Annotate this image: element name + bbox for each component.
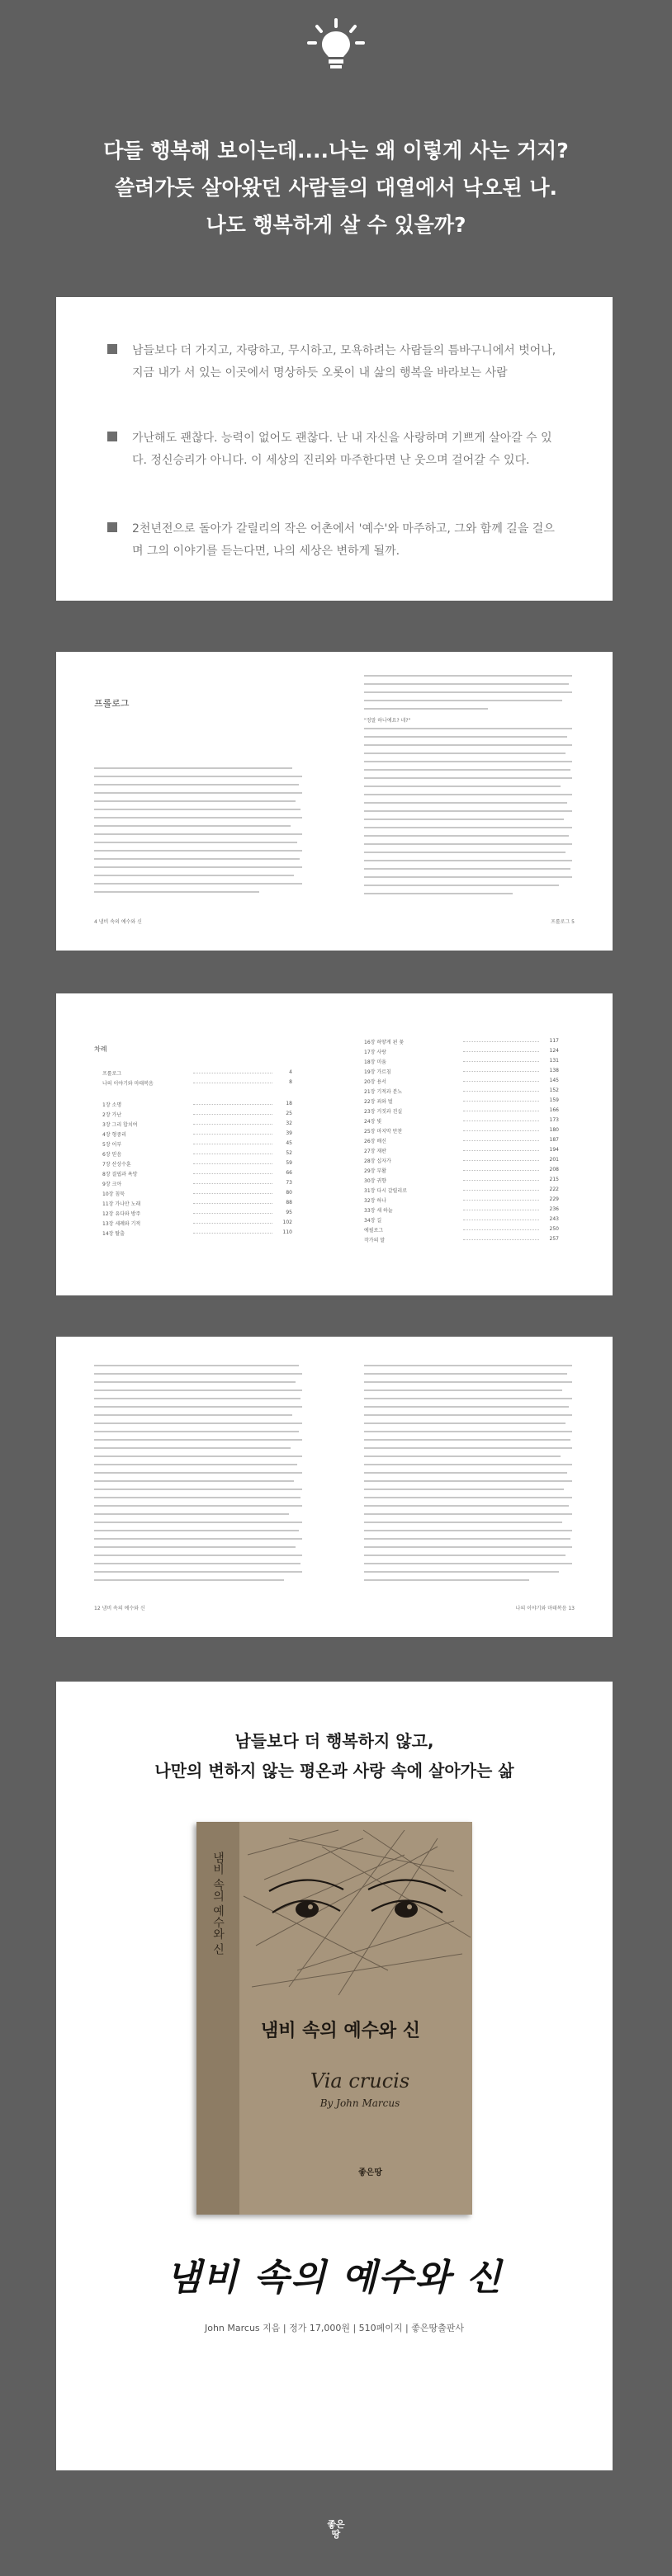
toc-entry: 29장 부활 208 xyxy=(364,1167,559,1174)
toc-entry: 3장 그리 합치여 32 xyxy=(102,1121,292,1128)
toc-entry: 11장 가나안 노래 88 xyxy=(102,1200,292,1207)
headline-line: 다들 행복해 보이는데....나는 왜 이렇게 사는 거지? xyxy=(103,139,569,163)
book-info: John Marcus 지음 | 정가 17,000원 | 510페이지 | 좋은땅출판사 xyxy=(204,2323,464,2333)
toc-entry: 28장 십자가 201 xyxy=(364,1157,559,1164)
square-bullet-icon xyxy=(107,344,117,354)
toc-entry: 18장 미움 131 xyxy=(364,1058,559,1065)
toc-entry: 10장 침묵 80 xyxy=(102,1190,292,1197)
toc-spread xyxy=(56,993,613,1295)
toc-entry: 32장 하나 229 xyxy=(364,1196,559,1204)
cover-byline: By John Marcus xyxy=(319,2097,400,2109)
cover-subtitle: Via crucis xyxy=(310,2069,410,2092)
toc-entry: 27장 재판 194 xyxy=(364,1147,559,1154)
headline-line: 쓸려가듯 살아왔던 사람들의 대열에서 낙오된 나. xyxy=(114,176,558,200)
toc-entry: 13장 세례와 기적 102 xyxy=(102,1220,292,1227)
toc-entry: 25장 마지막 만찬 180 xyxy=(364,1127,559,1135)
quote-item xyxy=(107,427,560,472)
prologue-left-page xyxy=(56,652,334,951)
book-cover xyxy=(196,1822,472,2215)
quote-text: 남들보다 더 가지고, 자랑하고, 무시하고, 모욕하려는 사람들의 틈바구니에서 벗어나, 지금 내가 서 있는 이곳에서 명상하듯 오롯이 내 삶의 행복을 바라보는 사람 xyxy=(132,344,556,380)
toc-entry: 5장 어부 45 xyxy=(102,1140,292,1148)
toc-entry: 8장 결핍과 욕망 66 xyxy=(102,1170,292,1177)
cover-spine-title: 냄비 속의 예수와 신 xyxy=(211,1852,225,1956)
publisher-logo-line: 땅 xyxy=(331,2529,341,2540)
toc-entry: 24장 빛 173 xyxy=(364,1117,559,1125)
quote-box xyxy=(56,297,613,601)
toc-entry: 22장 죄와 벌 159 xyxy=(364,1097,559,1105)
toc-entry: 2장 가난 25 xyxy=(102,1111,292,1118)
page-footer: 4 냄비 속의 예수와 신 xyxy=(94,919,142,925)
toc-entry: 4장 형중리 39 xyxy=(102,1130,292,1138)
toc-entry: 16장 하얗게 핀 꽃 117 xyxy=(364,1038,559,1045)
toc-entry: 7장 산상수훈 59 xyxy=(102,1160,292,1168)
page-footer: 12 냄비 속의 예수와 신 xyxy=(94,1606,145,1611)
prologue-spread xyxy=(56,652,613,951)
prologue-right-page xyxy=(334,652,613,951)
toc-title: 차례 xyxy=(94,1045,107,1053)
book-headline-line: 남들보다 더 행복하지 않고, xyxy=(234,1731,434,1751)
quote-item xyxy=(107,340,560,385)
book-headline-line: 나만의 변하지 않는 평온과 사랑 속에 살아가는 삶 xyxy=(154,1761,514,1781)
toc-entry: 19장 가르침 138 xyxy=(364,1068,559,1075)
toc-entry: 에필로그 250 xyxy=(364,1226,559,1234)
toc-entry: 6장 믿음 52 xyxy=(102,1150,292,1158)
toc-entry: 1장 소명 18 xyxy=(102,1101,292,1108)
toc-entry: 14장 탈출 110 xyxy=(102,1229,292,1237)
book-headline xyxy=(56,1726,613,1786)
toc-entry: 프롤로그 4 xyxy=(102,1069,292,1077)
toc-entry: 작가의 말 257 xyxy=(364,1236,559,1243)
headline xyxy=(0,132,672,243)
toc-entry: 34장 길 243 xyxy=(364,1216,559,1224)
cover-title: 냄비 속의 예수와 신 xyxy=(261,2021,420,2041)
toc-entry: 9장 크아 73 xyxy=(102,1180,292,1187)
body-right-page xyxy=(334,1337,613,1637)
toc-entry: 20장 용서 145 xyxy=(364,1078,559,1085)
toc-entry: 31장 다시 갈릴리로 222 xyxy=(364,1187,559,1194)
square-bullet-icon xyxy=(107,522,117,532)
prologue-title: 프롤로그 xyxy=(94,698,130,709)
toc-entry: 12장 유다와 방주 95 xyxy=(102,1210,292,1217)
cover-eyes-illustration xyxy=(239,1822,472,2012)
toc-left-page xyxy=(56,993,334,1295)
headline-line: 나도 행복하게 살 수 있을까? xyxy=(206,213,466,237)
cover-publisher: 좋은땅 xyxy=(358,2168,382,2177)
toc-entry: 나의 이야기와 마태복음 8 xyxy=(102,1079,292,1087)
page-footer: 프롤로그 5 xyxy=(551,919,575,925)
toc-right-page xyxy=(334,993,613,1295)
quote-text: 가난해도 괜찮다. 능력이 없어도 괜찮다. 난 내 자신을 사랑하며 기쁘게 살아갈 수 있다. 정신승리가 아니다. 이 세상의 진리와 마주한다면 난 웃으며 걸어갈 수 있다. xyxy=(132,432,552,467)
body-spread xyxy=(56,1337,613,1637)
quote-item xyxy=(107,518,560,563)
quote-text: 2천년전으로 돌아가 갈릴리의 작은 어촌에서 '예수'와 마주하고, 그와 함께 길을 걸으며 그의 이야기를 듣는다면, 나의 세상은 변하게 될까. xyxy=(132,522,555,558)
book-title: 냄비 속의 예수와 신 xyxy=(166,2257,503,2299)
toc-entry: 21장 기적과 분노 152 xyxy=(364,1087,559,1095)
body-left-page xyxy=(56,1337,334,1637)
publisher-logo-line: 좋은 xyxy=(327,2519,345,2530)
toc-entry: 30장 귀향 215 xyxy=(364,1177,559,1184)
page-footer: 나의 이야기와 마태복음 13 xyxy=(515,1606,575,1611)
lightbulb-icon xyxy=(307,18,365,76)
book-panel xyxy=(56,1682,613,2470)
toc-entry: 23장 거짓과 진실 166 xyxy=(364,1107,559,1115)
publisher-logo xyxy=(315,2520,357,2540)
dialogue-quote: "정말 하나예요? 네?" xyxy=(364,718,411,724)
toc-entry: 26장 배신 187 xyxy=(364,1137,559,1144)
square-bullet-icon xyxy=(107,432,117,441)
toc-entry: 17장 사랑 124 xyxy=(364,1048,559,1055)
toc-entry: 33장 새 하늘 236 xyxy=(364,1206,559,1214)
